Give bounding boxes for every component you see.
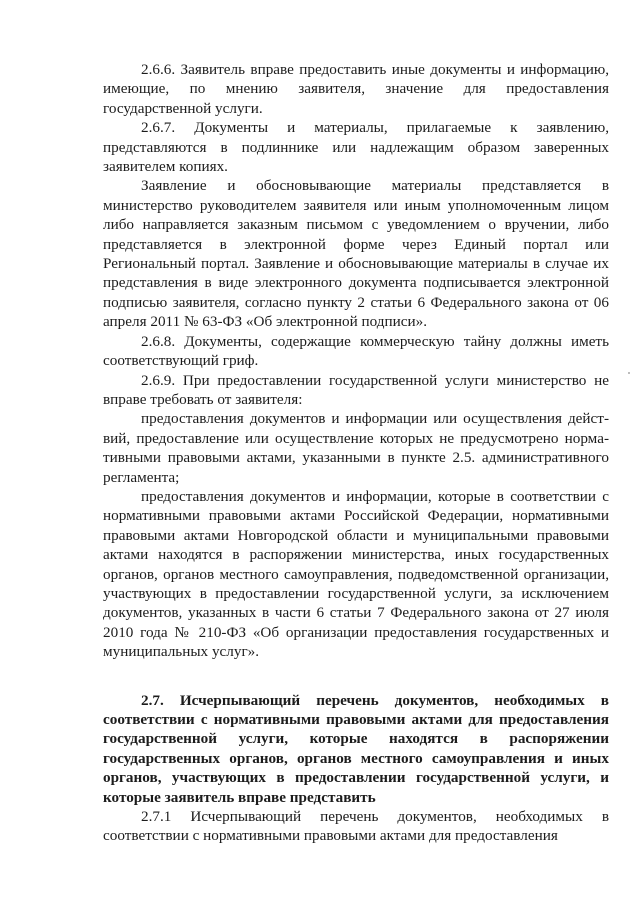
paragraph-2-6-7: 2.6.7. Документы и материалы, прилагаемые к заявлению, представляются в подлиннике или надлежащим образом заверенных заявителем копиях.	[103, 119, 609, 176]
paragraph-2-6-9: 2.6.9. При предоставлении государственной услуги министерство не вправе требовать от заявителя:	[103, 371, 609, 408]
paragraph-2-6-8: 2.6.8. Документы, содержащие коммерческую тайну должны иметь соответствующий гриф.	[103, 332, 609, 370]
list-item-documents-information: предоставления документов и информации, которые в соответствии с нормативными правовыми актами Российской Федерации, нормативными правовыми актами Новгородской области и муниципальными правовыми актами находятся в распоряжении министерства, иных государственных органов, органов местного самоуправления, подведомственной организации, участвующих в предоставлении государственной услуги, за исключением документов, указанных в части 6 статьи 7 Федерального закона от 27 июля 2010 года № 210-ФЗ «Об организации предоставления государственных и муниципальных услуг».	[103, 487, 609, 661]
paragraph-2-6-6: 2.6.6. Заявитель вправе предоставить иные документы и информацию, имеющие, по мнению заявителя, значение для предоставления государственной услуги.	[103, 61, 609, 117]
list-item-documents-actions: предоставления документов и информации или осуществления действий, предоставление или осуществление которых не предусмотрено нормативными правовыми актами, указанными в пункте 2.5. административного регламента;	[103, 410, 609, 486]
paragraph-statement: Заявление и обосновывающие материалы представляется в министерство руководителем заявителя или иным уполномоченным лицом либо направляется заказным письмом с уведомлением о вручении, либо представляется в электронной форме через Единый портал или Региональный портал. Заявление и обосновывающие материалы в случае их представления в виде электронного документа подписывается электронной подписью заявителя, согласно пункту 2 статьи 6 Федерального закона от 06 апреля 2011 № 63-ФЗ «Об электронной подписи».	[103, 177, 609, 331]
document-body	[103, 60, 609, 846]
scan-artifact	[628, 372, 630, 374]
paragraph-2-7-1: 2.7.1 Исчерпывающий перечень документов, необходимых в соответствии с нормативными правовыми актами для предоставления	[103, 808, 609, 845]
section-heading-2-7: 2.7. Исчерпывающий перечень документов, необходимых в соответствии с нормативными правовыми актами для предоставления государственной услуги, которые находятся в распоряжении государственных органов, органов местного самоуправления и иных органов, участвующих в предоставлении государственной услуги, и которые заявитель вправе представить	[103, 691, 609, 806]
